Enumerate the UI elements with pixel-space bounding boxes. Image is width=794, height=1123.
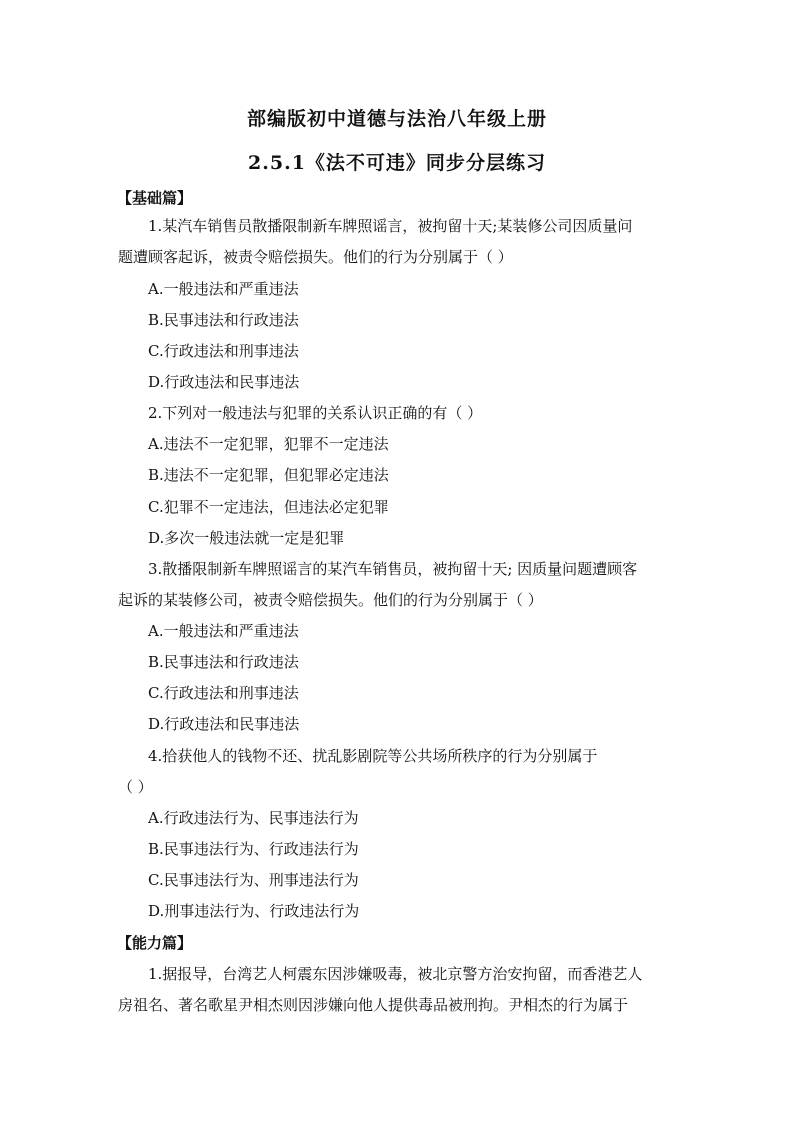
question-3-stem-line-2: 起诉的某装修公司，被责令赔偿损失。他们的行为分别属于（ ）	[118, 591, 543, 609]
question-2-stem: 2.下列对一般违法与犯罪的关系认识正确的有（ ）	[148, 404, 483, 422]
question-3-stem-line-1: 3.散播限制新车牌照谣言的某汽车销售员，被拘留十天; 因质量问题遭顾客	[148, 560, 638, 578]
document-title: 部编版初中道德与法治八年级上册	[246, 108, 547, 130]
question-4-stem-line-1: 4.拾获他人的钱物不还、扰乱影剧院等公共场所秩序的行为分别属于	[148, 747, 598, 765]
question-4-option-c: C.民事违法行为、刑事违法行为	[148, 871, 359, 889]
question-4-stem-line-2: （ ）	[118, 778, 153, 796]
question-3-option-b: B.民事违法和行政违法	[148, 653, 299, 671]
question-1-option-a: A.一般违法和严重违法	[148, 280, 299, 298]
question-4-option-a: A.行政违法行为、民事违法行为	[148, 809, 359, 827]
question-1-stem-line-1: 1.某汽车销售员散播限制新车牌照谣言，被拘留十天;某装修公司因质量问	[148, 217, 633, 235]
question-1-option-c: C.行政违法和刑事违法	[148, 342, 299, 360]
section-heading-basic: 【基础篇】	[117, 189, 193, 207]
ability-question-1-stem-line-2: 房祖名、著名歌星尹相杰则因涉嫌向他人提供毒品被刑拘。尹相杰的行为属于	[118, 996, 629, 1014]
question-3-option-c: C.行政违法和刑事违法	[148, 684, 299, 702]
question-1-option-d: D.行政违法和民事违法	[148, 373, 300, 391]
question-2-option-c: C.犯罪不一定违法，但违法必定犯罪	[148, 498, 389, 516]
question-3-option-d: D.行政违法和民事违法	[148, 715, 300, 733]
section-heading-ability: 【能力篇】	[117, 934, 193, 952]
question-3-option-a: A.一般违法和严重违法	[148, 622, 299, 640]
document-subtitle: 2.5.1《法不可违》同步分层练习	[248, 152, 546, 174]
question-2-option-d: D.多次一般违法就一定是犯罪	[148, 529, 345, 547]
question-4-option-d: D.刑事违法行为、行政违法行为	[148, 902, 360, 920]
question-4-option-b: B.民事违法行为、行政违法行为	[148, 840, 359, 858]
ability-question-1-stem-line-1: 1.据报导，台湾艺人柯震东因涉嫌吸毒，被北京警方治安拘留，而香港艺人	[148, 965, 643, 983]
question-1-stem-line-2: 题遭顾客起诉，被责令赔偿损失。他们的行为分别属于（ ）	[118, 248, 513, 266]
question-2-option-b: B.违法不一定犯罪，但犯罪必定违法	[148, 466, 389, 484]
question-2-option-a: A.违法不一定犯罪，犯罪不一定违法	[148, 435, 389, 453]
question-1-option-b: B.民事违法和行政违法	[148, 311, 299, 329]
